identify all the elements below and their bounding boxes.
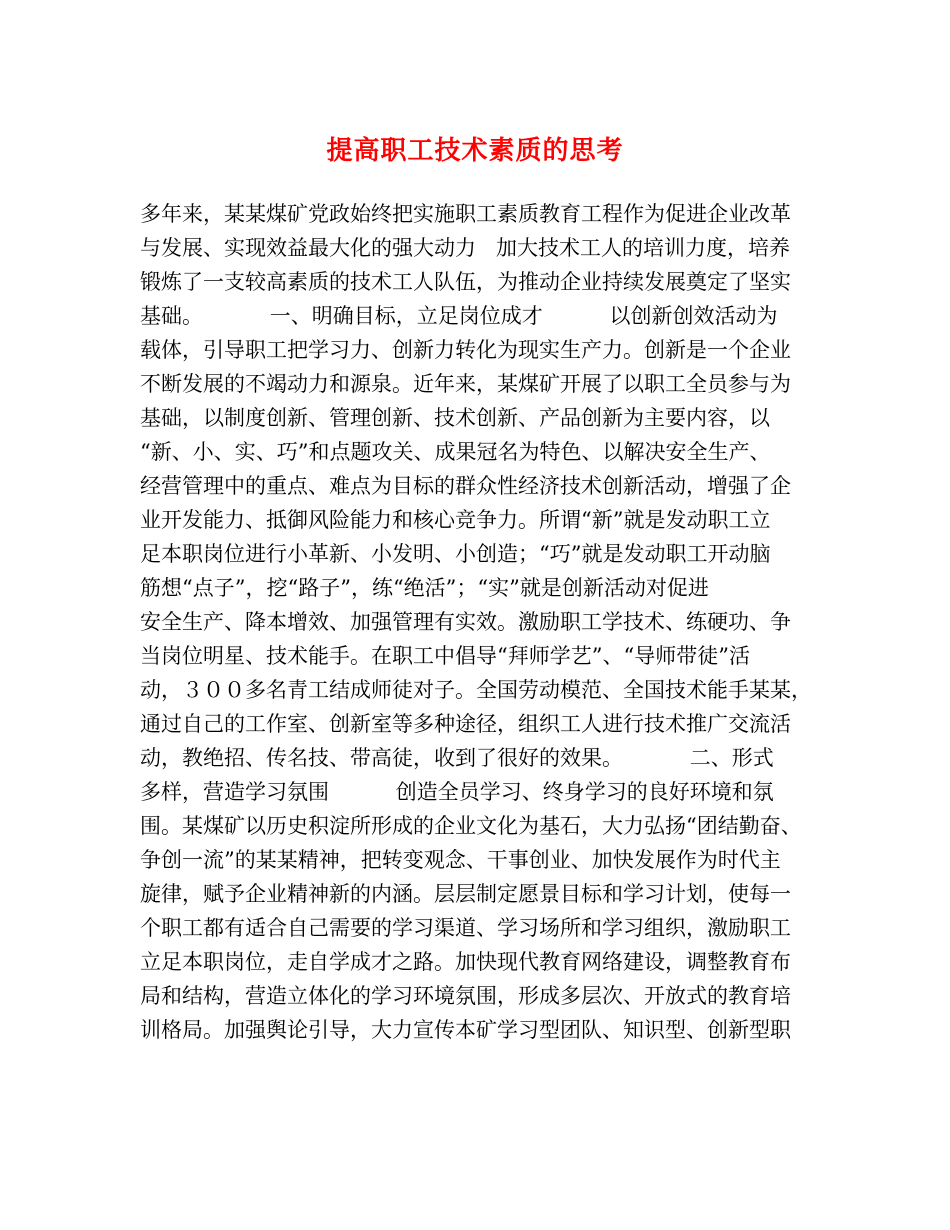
body-line: “新、小、实、巧”和点题攻关、成果冠名为特色、以解决安全生产、 [140,440,771,464]
body-line: 业开发能力、抵御风险能力和核心竞争力。所谓“新”就是发动职工立 [140,508,771,532]
body-line: 围。某煤矿以历史积淀所形成的企业文化为基石，大力弘扬“团结勤奋、 [140,814,802,838]
body-line: 动，教绝招、传名技、带高徒，收到了很好的效果。 二、形式 [140,746,774,770]
body-line: 基础，以制度创新、管理创新、技术创新、产品创新为主要内容，以 [140,406,770,430]
body-line: 锻炼了一支较高素质的技术工人队伍，为推动企业持续发展奠定了坚实 [140,270,791,294]
body-line: 安全生产、降本增效、加强管理有实效。激励职工学技术、练硬功、争 [140,610,791,634]
body-line: 足本职岗位进行小革新、小发明、小创造；“巧”就是发动职工开动脑 [140,542,771,566]
document-title: 提高职工技术素质的思考 [326,136,624,166]
body-line: 当岗位明星、技术能手。在职工中倡导“拜师学艺”、“导师带徒”活 [140,644,750,668]
body-line: 载体，引导职工把学习力、创新力转化为现实生产力。创新是一个企业 [140,338,791,362]
body-line: 不断发展的不竭动力和源泉。近年来，某煤矿开展了以职工全员参与为 [140,372,791,396]
body-line: 多样，营造学习氛围 创造全员学习、终身学习的良好环境和氛 [140,780,774,804]
body-line: 动，３００多名青工结成师徒对子。全国劳动模范、全国技术能手某某， [140,678,812,702]
body-line: 旋律，赋予企业精神新的内涵。层层制定愿景目标和学习计划，使每一 [140,882,791,906]
body-line: 通过自己的工作室、创新室等多种途径，组织工人进行技术推广交流活 [140,712,791,736]
body-line: 训格局。加强舆论引导，大力宣传本矿学习型团队、知识型、创新型职 [140,1018,791,1042]
body-line: 个职工都有适合自己需要的学习渠道、学习场所和学习组织，激励职工 [140,916,791,940]
body-line: 与发展、实现效益最大化的强大动力 加大技术工人的培训力度，培养 [140,236,791,260]
body-line: 筋想“点子”，挖“路子”，练“绝活”；“实”就是创新活动对促进 [140,576,709,600]
body-line: 基础。 一、明确目标，立足岗位成才 以创新创效活动为 [140,304,778,328]
body-line: 经营管理中的重点、难点为目标的群众性经济技术创新活动，增强了企 [140,474,791,498]
body-line: 争创一流”的某某精神，把转变观念、干事创业、加快发展作为时代主 [140,848,781,872]
body-line: 多年来，某某煤矿党政始终把实施职工素质教育工程作为促进企业改革 [140,202,791,226]
body-line: 立足本职岗位，走自学成才之路。加快现代教育网络建设，调整教育布 [140,950,791,974]
body-line: 局和结构，营造立体化的学习环境氛围，形成多层次、开放式的教育培 [140,984,791,1008]
